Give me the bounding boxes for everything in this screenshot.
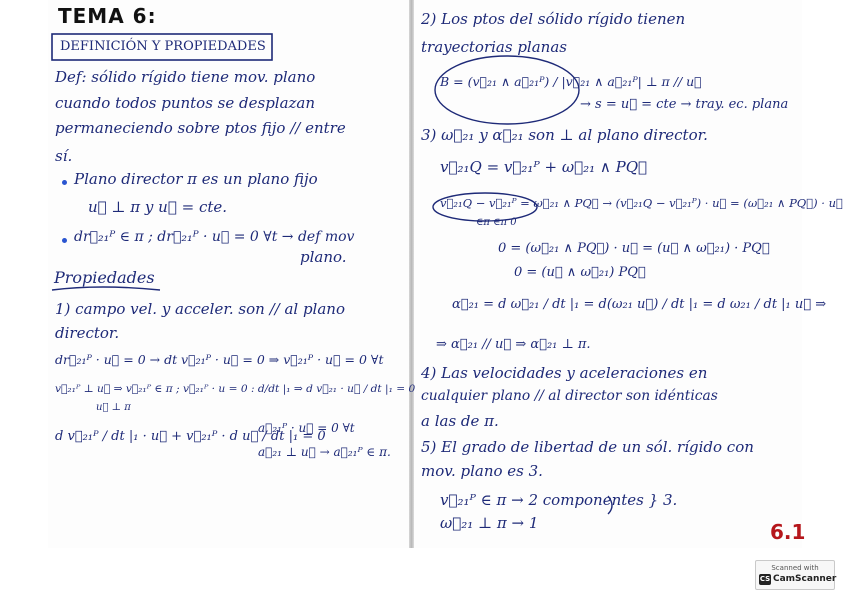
text-line: → s = u⃗ = cte → tray. ec. plana [580, 97, 789, 112]
text-line: cuando todos puntos se desplazan [55, 94, 316, 112]
text-line: a las de π. [421, 412, 499, 430]
text-line: v⃗₂₁ᴾ ⊥ u⃗ ⇒ v⃗₂₁ᴾ ∈ π ; v⃗₂₁ᴾ · u = 0 : d/dt |₁ ⇒ d v⃗₂₁ · u⃗ / dt |₁ = 0 [55, 383, 416, 395]
text-line: Def: sólido rígido tiene mov. plano [55, 68, 316, 86]
text-line: cualquier plano // al director son idénticas [421, 388, 718, 404]
camscanner-watermark [755, 560, 835, 590]
text-line: sí. [55, 147, 73, 165]
text-line: u⃗ ⊥ π [96, 402, 131, 413]
text-line: 2) Los ptos del sólido rígido tienen [421, 10, 686, 28]
camscanner-logo-icon: CS [759, 575, 771, 583]
text-line: d v⃗₂₁ᴾ / dt |₁ · u⃗ + v⃗₂₁ᴾ · d u⃗ / dt |₁ = 0 [55, 429, 326, 444]
text-line: 5) El grado de libertad de un sól. rígido con [421, 438, 754, 456]
text-line: 3) ω⃗₂₁ y α⃗₂₁ son ⊥ al plano director. [421, 126, 708, 144]
properties-heading: Propiedades [54, 268, 155, 287]
page-number: 6.1 [770, 520, 806, 544]
text-line: 1) campo vel. y acceler. son // al plano [55, 300, 345, 318]
text-line: a⃗₂₁ ⊥ u⃗ → a⃗₂₁ᴾ ∈ π. [258, 445, 391, 459]
watermark-brand-name: CamScanner [773, 574, 837, 584]
text-line: plano. [300, 248, 347, 266]
text-line: 0 = (ω⃗₂₁ ∧ PQ⃗) · u⃗ = (u⃗ ∧ ω⃗₂₁) · PQ⃗ [498, 241, 770, 256]
text-line: permaneciendo sobre ptos fijo // entre [55, 119, 346, 137]
binormal-formula: B = (v⃗₂₁ ∧ a⃗₂₁ᴾ) / |v⃗₂₁ ∧ a⃗₂₁ᴾ| ⊥ π // u⃗ [440, 74, 702, 89]
text-line: ∈π ∈π 0 [476, 217, 517, 228]
text-line: ⇒ α⃗₂₁ // u⃗ ⇒ α⃗₂₁ ⊥ π. [436, 337, 591, 352]
bullet-icon [62, 180, 67, 185]
bullet-icon [62, 238, 67, 243]
text-line: dr⃗₂₁ᴾ ∈ π ; dr⃗₂₁ᴾ · u⃗ = 0 ∀t → def mov [74, 229, 355, 245]
text-line: α⃗₂₁ = d ω⃗₂₁ / dt |₁ = d(ω₂₁ u⃗) / dt |₁ = d ω₂₁ / dt |₁ u⃗ ⇒ [452, 297, 827, 312]
page-title: TEMA 6: [58, 4, 157, 28]
text-line: v⃗₂₁ᴾ ∈ π → 2 componentes } 3. [440, 491, 678, 509]
text-line: trayectorias planas [421, 38, 567, 56]
text-line: 0 = (u⃗ ∧ ω⃗₂₁) PQ⃗ [514, 265, 646, 280]
text-line: mov. plano es 3. [421, 462, 543, 480]
section-heading: DEFINICIÓN Y PROPIEDADES [60, 39, 266, 54]
text-line: director. [55, 324, 120, 342]
text-line: v⃗₂₁Q = v⃗₂₁ᴾ + ω⃗₂₁ ∧ PQ⃗ [440, 158, 648, 176]
text-line: dr⃗₂₁ᴾ · u⃗ = 0 → dt v⃗₂₁ᴾ · u⃗ = 0 ⇒ v⃗₂₁ᴾ · u⃗ = 0 ∀t [55, 352, 384, 367]
text-line: ω⃗₂₁ ⊥ π → 1 [440, 514, 539, 532]
text-line: 4) Las velocidades y aceleraciones en [421, 364, 708, 382]
text-line: u⃗ ⊥ π y u⃗ = cte. [88, 198, 228, 216]
text-line: v⃗₂₁Q − v⃗₂₁ᴾ = ω⃗₂₁ ∧ PQ⃗ → (v⃗₂₁Q − v⃗₂₁ᴾ) · u⃗ = (ω⃗₂₁ ∧ PQ⃗) · u⃗ [440, 196, 843, 210]
text-line: a⃗₂₁ᴾ · u⃗ = 0 ∀t [258, 421, 355, 435]
text-line: Plano director π es un plano fijo [74, 170, 318, 188]
watermark-caption: Scanned with [771, 564, 819, 572]
